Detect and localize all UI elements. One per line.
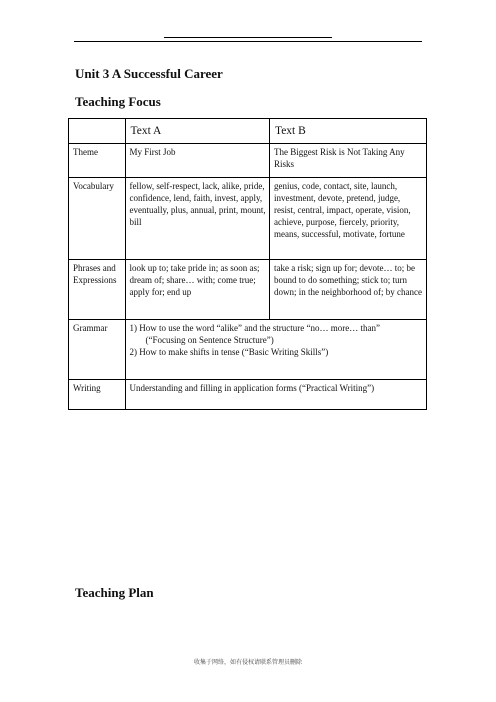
cell-text-b: The Biggest Risk is Not Taking Any Risks: [269, 144, 426, 178]
cell-text-a: My First Job: [125, 144, 269, 178]
section-heading-teaching-plan: Teaching Plan: [75, 585, 154, 600]
cell-text-a: fellow, self-respect, lack, alike, pride, confidence, lend, faith, invest, apply, eventually, plus, annual, print, mount, bill: [125, 178, 269, 260]
table-header-row: [69, 119, 427, 144]
grammar-line-3: 2) How to make shifts in tense (“Basic Writing Skills”): [129, 347, 329, 357]
unit-title: Unit 3 A Successful Career: [75, 66, 223, 81]
teaching-focus-table: [68, 118, 427, 410]
row-label: Grammar: [69, 320, 126, 380]
table-header-text-a: Text A: [125, 119, 269, 144]
section-heading-teaching-focus: Teaching Focus: [75, 94, 161, 109]
table-row-writing: [69, 380, 427, 410]
cell-text-b: take a risk; sign up for; devote… to; be bound to do something; stick to; turn down; in the neighborhood of; by chance: [269, 260, 426, 320]
row-label: Phrases and Expressions: [69, 260, 126, 320]
footer-note: 收集于网络，如有侵权请联系管理员删除: [193, 660, 302, 666]
table-row-grammar: [69, 320, 427, 380]
grammar-line-2: (“Focusing on Sentence Structure”): [145, 335, 274, 345]
writing-cell: Understanding and filling in application forms (“Practical Writing”): [125, 380, 426, 410]
table-header-text-b: Text B: [269, 119, 426, 144]
header-underline: [164, 37, 332, 38]
grammar-cell: [125, 320, 426, 380]
cell-text-b: genius, code, contact, site, launch, investment, devote, pretend, judge, resist, central, impact, operate, vision, achieve, purpose, fiercely, priority, means, successful, motivate, fortune: [269, 178, 426, 260]
table-header-empty: [69, 119, 126, 144]
table-row-phrases: [69, 260, 427, 320]
row-label: Writing: [69, 380, 126, 410]
row-label: Vocabulary: [69, 178, 126, 260]
row-label: Theme: [69, 144, 126, 178]
grammar-line-1: 1) How to use the word “alike” and the structure “no… more… than”: [129, 323, 380, 333]
cell-text-a: look up to; take pride in; as soon as; dream of; share… with; come true; apply for; end up: [125, 260, 269, 320]
table-row-vocabulary: [69, 178, 427, 260]
header-rule: [74, 41, 422, 42]
table-row-theme: [69, 144, 427, 178]
